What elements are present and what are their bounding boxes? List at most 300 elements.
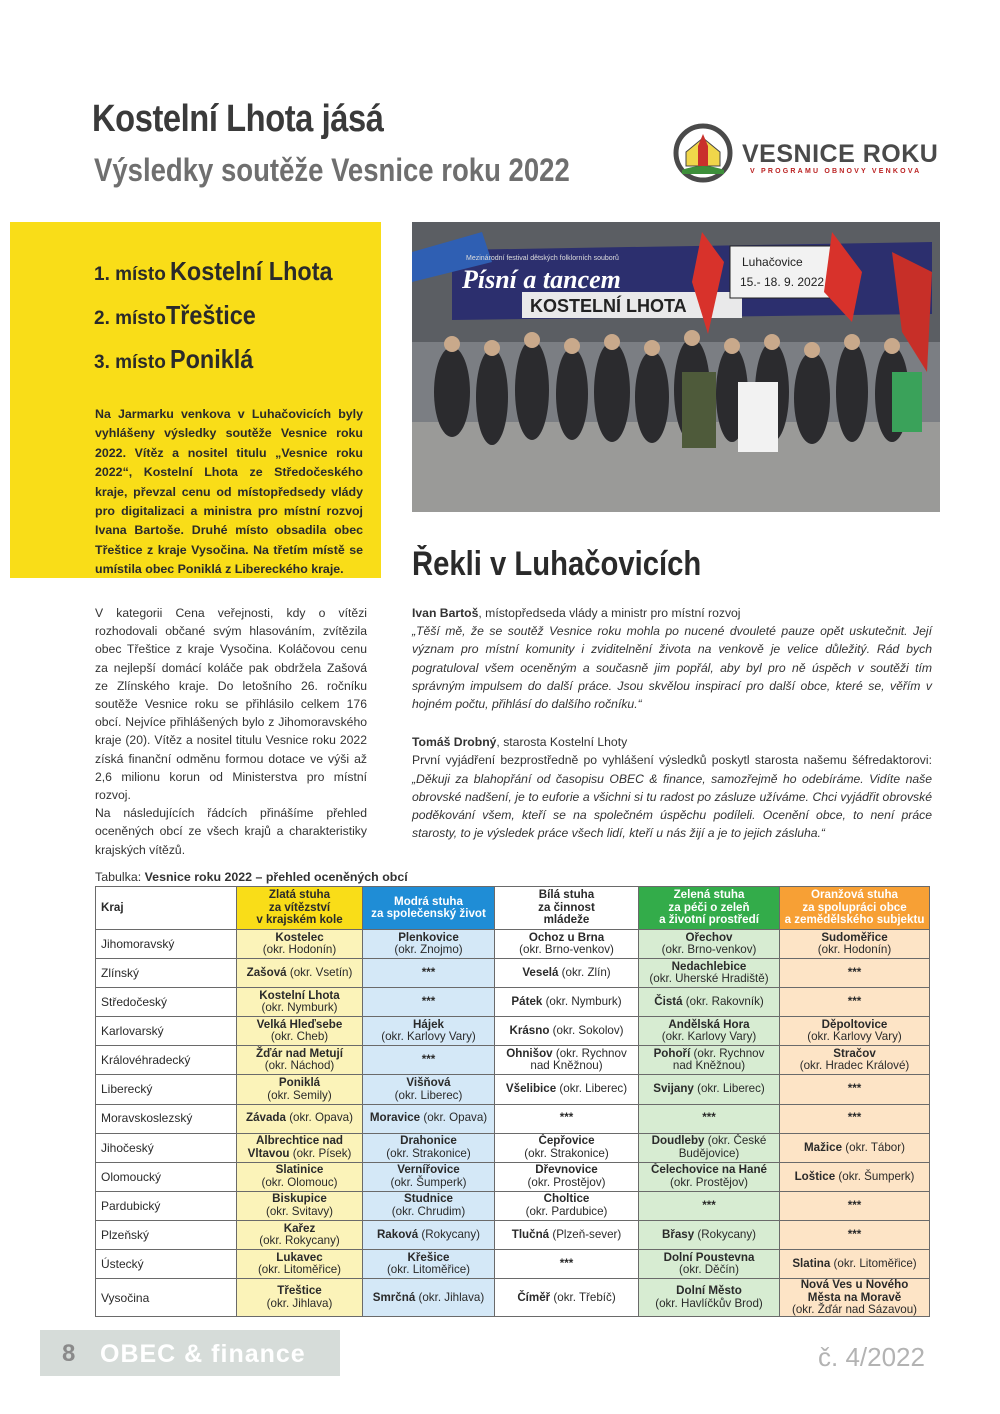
award-district: (Rokycany) [418, 1227, 481, 1241]
award-name: Číměř [517, 1290, 551, 1304]
header-line: Bílá stuha [538, 888, 595, 902]
first-place: 1. místo Kostelní Lhota [94, 256, 333, 286]
award-name: (okr. Litoměřice) [386, 1263, 471, 1277]
table-row [96, 1162, 930, 1191]
region-cell: Královéhradecký [96, 1046, 237, 1075]
award-line [782, 1258, 927, 1270]
award-cell [363, 988, 495, 1017]
speaker-2-text: První vyjádření bezprostředně po vyhlášení výsledků poskytl starosta našemu šéfredaktorovi: „Děkuji za blahopřání od časopisu OBEC & finance, samozřejmě ho odebíráme. Vidíte naše obrovské nadšení, je to euforie a všichni si tu radost po zásluze užíváme. Chci vyjádřit obrovské poděkování všem, kteří se na společném úspěchu podíleli. Ocenění obce, to není práce starosty, to je výsledek práce všech lidí, kteří u nás žijí a je to jejich zásluha.“ [412, 753, 932, 841]
award-line [497, 1060, 636, 1072]
region-cell: Středočeský [96, 988, 237, 1017]
logo-name: VESNICE ROKU [742, 140, 939, 168]
award-name: (okr. Šumperk) [390, 1175, 467, 1189]
award-name: (okr. Pardubice) [525, 1204, 608, 1218]
award-cell [780, 1250, 930, 1279]
award-name: (okr. Prostějov) [670, 1175, 748, 1189]
award-name: *** [559, 1111, 574, 1125]
award-name: Poniklá [278, 1076, 321, 1090]
award-cell [495, 1279, 639, 1317]
award-name: *** [421, 965, 436, 979]
award-district: (okr. České [704, 1134, 767, 1148]
award-name: (okr. Nymburk) [261, 1001, 338, 1015]
award-name: Vltavou [247, 1146, 290, 1160]
speaker-2: Tomáš Drobný, starosta Kostelní Lhoty [412, 735, 628, 750]
table-row [96, 1279, 930, 1317]
body-paragraph-2: Na následujících řádcích přinášíme přehled oceněných obcí ze všech krajů a charakteristiky krajských vítězů. [95, 806, 367, 857]
award-cell [495, 1220, 639, 1249]
award-line [782, 967, 927, 979]
award-cell [495, 1017, 639, 1046]
award-name: (okr. Karlovy Vary) [661, 1030, 757, 1044]
award-cell [780, 1046, 930, 1075]
award-district: (okr. Rychnov [690, 1047, 765, 1061]
table-header-3 [495, 887, 639, 930]
header-line: za vítězství [268, 900, 331, 914]
award-name: Slatina [792, 1256, 831, 1270]
award-district: (okr. Písek) [289, 1146, 352, 1160]
award-name: *** [702, 1198, 716, 1212]
award-name: (okr. Znojmo) [394, 943, 463, 957]
award-name: Doudleby [651, 1134, 705, 1148]
award-line [497, 967, 636, 979]
award-cell [237, 1133, 363, 1162]
award-cell [237, 1220, 363, 1249]
article-subtitle: Výsledky soutěže Vesnice roku 2022 [94, 152, 570, 188]
table-row [96, 1104, 930, 1133]
award-name: Města na Moravě [807, 1290, 902, 1304]
award-line [239, 944, 360, 956]
award-name: *** [421, 1053, 436, 1067]
award-name: (okr. Havlíčkův Brod) [655, 1296, 763, 1310]
award-name: Dolní Poustevna [663, 1250, 755, 1264]
award-district: (okr. Zlín) [558, 965, 611, 979]
award-name: *** [847, 1082, 862, 1096]
region-cell: Zlínský [96, 959, 237, 988]
region-cell: Jihomoravský [96, 930, 237, 959]
awards-table [95, 886, 930, 1317]
region-cell: Moravskoslezský [96, 1104, 237, 1133]
award-cell [363, 1162, 495, 1191]
header-line: a zemědělského subjektu [784, 913, 925, 927]
award-name: Děpoltovice [821, 1017, 888, 1031]
award-district: (okr. Opava) [420, 1111, 488, 1125]
region-cell: Liberecký [96, 1075, 237, 1104]
award-cell [363, 959, 495, 988]
award-line [497, 1083, 636, 1095]
award-line [365, 1031, 492, 1043]
award-name: (okr. Karlovy Vary) [381, 1030, 476, 1044]
award-name: Svijany [653, 1082, 694, 1096]
award-name: *** [421, 995, 436, 1009]
region-cell: Karlovarský [96, 1017, 237, 1046]
award-line [641, 973, 777, 985]
award-district: (okr. Třebíč) [550, 1290, 616, 1304]
table-row [96, 959, 930, 988]
award-name: (okr. Liberec) [394, 1088, 463, 1102]
award-name: Ohnišov [506, 1047, 553, 1061]
award-line [365, 1177, 492, 1189]
award-cell [780, 1075, 930, 1104]
award-name: Moravice [369, 1111, 421, 1125]
table-header-4 [639, 887, 780, 930]
award-name: (okr. Jihlava) [266, 1296, 333, 1310]
table-header-0 [96, 887, 237, 930]
award-name: Budějovice) [678, 1146, 740, 1160]
issue-number: č. 4/2022 [818, 1342, 925, 1372]
award-name: (okr. Litoměřice) [257, 1263, 342, 1277]
table-caption: Tabulka: Vesnice roku 2022 – přehled oceněných obcí [95, 870, 408, 884]
award-name: Studnice [404, 1192, 453, 1206]
award-cell [780, 1279, 930, 1317]
award-line [641, 1229, 777, 1241]
award-name: Čepřovice [538, 1134, 595, 1148]
award-line [782, 1171, 927, 1183]
award-cell [363, 1191, 495, 1220]
award-name: Pohoří [653, 1047, 691, 1061]
award-line [782, 944, 927, 956]
award-line [641, 1060, 777, 1072]
second-place: 2. místoTřeštice [94, 300, 256, 330]
award-district: (okr. Šumperk) [835, 1169, 915, 1183]
award-cell [237, 930, 363, 959]
header-line: Modrá stuha [394, 894, 463, 908]
award-cell [495, 1046, 639, 1075]
header-line: za společenský život [371, 907, 486, 920]
award-district: (okr. Nymburk) [542, 995, 622, 1009]
award-name: (okr. Hodonín) [817, 943, 892, 957]
award-cell [495, 959, 639, 988]
body-paragraph-1: V kategorii Cena veřejnosti, kdy o vítězi rozhodovali občané svým hlasováním, zvítězila obec Třeštice z kraje Vysočina. Koláčovou cenu za nejlepší domácí koláče pak obdržela Zašová ze Zlínského kraje. Do letošního 26. ročníku soutěže Vesnice roku se přihlásilo celkem 176 obcí. Nejvíce přihlášených bylo z Jihomoravského kraje (20). Vítěz a nositel titulu Vesnice roku 2022 získá finanční odměnu formou dotace ve výši až 2,6 milionu korun od Ministerstva pro místní rozvoj. [95, 606, 367, 803]
award-line [641, 1177, 777, 1189]
award-line [782, 1112, 927, 1124]
award-name: Plenkovice [398, 930, 459, 944]
award-cell [780, 930, 930, 959]
award-line [641, 1148, 777, 1160]
award-cell [363, 930, 495, 959]
header-line: mládeže [543, 913, 590, 927]
award-name: Kostelec [275, 930, 324, 944]
award-district: (okr. Rakovník) [682, 995, 764, 1009]
award-cell [363, 1250, 495, 1279]
award-line [641, 1112, 777, 1124]
award-line [239, 967, 360, 979]
quotes-heading: Řekli v Luhačovicích [412, 545, 702, 583]
award-name: Raková [376, 1227, 419, 1241]
award-district: (Rokycany) [694, 1227, 757, 1241]
award-cell [237, 988, 363, 1017]
table-row [96, 1250, 930, 1279]
award-cell [780, 1162, 930, 1191]
quotes-section [412, 604, 932, 842]
award-cell [495, 1250, 639, 1279]
award-line [239, 1060, 360, 1072]
award-name: Dřevnovice [535, 1163, 598, 1177]
award-name: (okr. Karlovy Vary) [807, 1030, 902, 1044]
award-name: *** [847, 965, 862, 979]
region-cell: Plzeňský [96, 1220, 237, 1249]
region-cell: Vysočina [96, 1279, 237, 1317]
award-district: (okr. Opava) [285, 1111, 353, 1125]
award-name: Albrechtice nad [256, 1134, 343, 1148]
header-line: Zelená stuha [673, 888, 745, 902]
award-name: Nedachlebice [671, 959, 747, 973]
banner-top-text: Mezinárodní festival dětských folklorních souborů [466, 255, 619, 262]
award-name: Krásno [509, 1024, 550, 1038]
table-row [96, 1191, 930, 1220]
board-line1-text: Luhačovice [742, 255, 803, 269]
award-name: Zašová [246, 965, 287, 979]
award-name: Pátek [511, 995, 543, 1009]
award-name: (okr. Brno-venkov) [661, 943, 757, 957]
award-line [641, 1264, 777, 1276]
award-name: Žďár nad Metují [256, 1047, 343, 1061]
region-cell: Jihočeský [96, 1133, 237, 1162]
award-line [497, 1206, 636, 1218]
award-line [365, 1148, 492, 1160]
award-name: (okr. Děčín) [679, 1263, 739, 1277]
ceremony-photo-illustration [412, 222, 940, 512]
logo-tagline: V PROGRAMU OBNOVY VENKOVA [750, 168, 922, 175]
award-district: (okr. Liberec) [693, 1082, 765, 1096]
award-name: Hájek [413, 1017, 444, 1031]
award-cell [495, 1133, 639, 1162]
award-district: (okr. Tábor) [842, 1140, 905, 1154]
award-district: (okr. Liberec) [556, 1082, 628, 1096]
award-line [497, 996, 636, 1008]
award-cell [237, 1191, 363, 1220]
award-line [365, 1112, 492, 1124]
award-name: Višňová [406, 1076, 451, 1090]
award-line [239, 1298, 360, 1310]
award-district: (Plzeň-sever) [549, 1227, 622, 1241]
award-cell [780, 1017, 930, 1046]
award-line [365, 1054, 492, 1066]
award-cell [495, 930, 639, 959]
award-line [782, 1060, 927, 1072]
award-name: (okr. Uherské Hradiště) [649, 972, 769, 986]
award-cell [495, 988, 639, 1017]
award-line [365, 1229, 492, 1241]
footer-bar [40, 1330, 340, 1376]
vesnice-roku-logo [670, 118, 950, 188]
article-body [95, 604, 367, 859]
award-name: Biskupice [272, 1192, 327, 1206]
award-line [782, 1200, 927, 1212]
award-district: (okr. Rychnov [552, 1047, 627, 1061]
award-cell [363, 1104, 495, 1133]
third-place: 3. místo Poniklá [94, 344, 254, 374]
award-cell [639, 1279, 780, 1317]
award-name: Loštice [794, 1169, 836, 1183]
award-name: Ořechov [685, 930, 733, 944]
award-line [239, 1090, 360, 1102]
award-line [782, 996, 927, 1008]
table-row [96, 1046, 930, 1075]
award-name: (okr. Rokycany) [259, 1233, 340, 1247]
award-line [365, 1206, 492, 1218]
speaker-1-quote: „Těší mě, že se soutěž Vesnice roku mohla po nucené dvouleté pauze opět uskutečnit. Její význam pro místní komunity i zviditelnění života na venkově je velice důležitý. Rád bych pogratuloval všem oceněným a současně jim popřál, aby byl pro ně úspěch v soutěži tím správným impulsem do další práce. Jsou skvělou inspirací pro další obce, které se, věřím v hojném počtu, přihlásí do dalšího ročníku.“ [412, 624, 932, 712]
award-line [641, 1200, 777, 1212]
banner-sign-text: KOSTELNÍ LHOTA [530, 296, 687, 316]
award-cell [639, 1017, 780, 1046]
table-row [96, 1133, 930, 1162]
award-line [641, 1031, 777, 1043]
award-line [239, 1177, 360, 1189]
village-logo-icon [672, 122, 734, 184]
award-name: Choltice [543, 1192, 590, 1206]
award-name: *** [847, 1198, 862, 1212]
award-district: (okr. Litoměřice) [830, 1256, 917, 1270]
award-name: Dolní Město [676, 1284, 742, 1298]
award-name: (okr. Svitavy) [266, 1204, 333, 1218]
award-name: (okr. Prostějov) [527, 1175, 606, 1189]
award-cell [363, 1017, 495, 1046]
award-name: Andělská Hora [668, 1017, 750, 1031]
award-name: *** [847, 1227, 862, 1241]
table-header-1 [237, 887, 363, 930]
award-district: (okr. Sokolov) [549, 1024, 624, 1038]
award-name: Břasy [661, 1227, 695, 1241]
region-cell: Ústecký [96, 1250, 237, 1279]
award-name: Kařez [283, 1221, 316, 1235]
award-name: Čistá [654, 995, 683, 1009]
award-line [641, 1298, 777, 1310]
award-line [497, 1025, 636, 1037]
award-name: Kostelní Lhota [259, 988, 340, 1002]
award-cell [780, 1133, 930, 1162]
award-name: (okr. Cheb) [270, 1030, 329, 1044]
award-line [782, 1031, 927, 1043]
award-name: Lukavec [276, 1250, 323, 1264]
award-line [365, 996, 492, 1008]
award-cell [363, 1279, 495, 1317]
award-cell [639, 930, 780, 959]
table-row [96, 988, 930, 1017]
table-header-row [96, 887, 930, 930]
award-line [782, 1142, 927, 1154]
header-line: za péči o zeleň [668, 900, 750, 914]
award-name: (okr. Strakonice) [386, 1146, 471, 1160]
award-name: Velká Hleďsebe [256, 1017, 343, 1031]
award-line [239, 1148, 360, 1160]
award-line [497, 1148, 636, 1160]
award-name: Drahonice [400, 1134, 457, 1148]
award-name: nad Kněžnou) [672, 1059, 746, 1073]
intro-paragraph: Na Jarmarku venkova v Luhačovicích byly vyhlášeny výsledky soutěže Vesnice roku 2022. Vítěz a nositel titulu „Vesnice roku 2022“, Kostelní Lhota ze Středočeského kraje, převzal cenu od místopředsedy vlády pro digitalizaci a ministra pro místní rozvoj Ivana Bartoše. Druhé místo obsadila obec Třeštice z kraje Vysočina. Na třetím místě se umístila obec Poniklá z Libereckého kraje. [95, 407, 363, 577]
region-cell: Pardubický [96, 1191, 237, 1220]
table-row [96, 1075, 930, 1104]
award-cell [639, 1075, 780, 1104]
award-line [365, 1292, 492, 1304]
award-name: (okr. Hradec Králové) [799, 1059, 910, 1073]
header-line: Oranžová stuha [811, 888, 898, 902]
award-cell [237, 1075, 363, 1104]
award-line [239, 1235, 360, 1247]
header-line: Zlatá stuha [268, 888, 331, 902]
award-line [365, 944, 492, 956]
header-line: za činnost [538, 900, 595, 914]
award-cell [363, 1220, 495, 1249]
award-line [239, 1031, 360, 1043]
header-line: za spolupráci obce [802, 900, 907, 914]
award-name: (okr. Žďár nad Sázavou) [791, 1302, 918, 1316]
award-line [497, 1229, 636, 1241]
award-cell [780, 1191, 930, 1220]
award-name: Všelibice [505, 1082, 557, 1096]
award-cell [639, 1133, 780, 1162]
award-name: *** [559, 1256, 574, 1270]
board-line2-text: 15.- 18. 9. 2022 [740, 275, 825, 289]
award-name: (okr. Semily) [267, 1088, 332, 1102]
award-cell [639, 959, 780, 988]
award-line [641, 944, 777, 956]
award-cell [237, 1017, 363, 1046]
award-name: *** [847, 1111, 862, 1125]
award-line [497, 1292, 636, 1304]
award-cell [639, 1104, 780, 1133]
award-name: Závada [246, 1111, 286, 1125]
award-line [365, 1264, 492, 1276]
award-cell [639, 1162, 780, 1191]
award-name: Křešice [407, 1250, 450, 1264]
award-cell [237, 959, 363, 988]
award-line [497, 1112, 636, 1124]
award-name: Ochoz u Brna [528, 930, 605, 944]
award-line [497, 1177, 636, 1189]
ceremony-photo [412, 222, 940, 512]
award-cell [639, 1220, 780, 1249]
page-number: 8 [62, 1340, 76, 1367]
award-name: nad Kněžnou) [530, 1059, 603, 1073]
award-cell [639, 988, 780, 1017]
region-cell: Olomoucký [96, 1162, 237, 1191]
award-cell [639, 1191, 780, 1220]
table-header-2 [363, 887, 495, 930]
award-cell [780, 1220, 930, 1249]
award-name: Veselá [522, 965, 559, 979]
award-name: Vernířovice [397, 1163, 460, 1177]
award-line [239, 1206, 360, 1218]
award-cell [237, 1279, 363, 1317]
award-name: (okr. Strakonice) [524, 1146, 609, 1160]
table-row [96, 930, 930, 959]
table-header-5 [780, 887, 930, 930]
award-line [239, 1264, 360, 1276]
award-cell [237, 1162, 363, 1191]
award-line [782, 1304, 927, 1316]
article-title: Kostelní Lhota jásá [92, 98, 384, 140]
award-cell [495, 1104, 639, 1133]
award-cell [237, 1250, 363, 1279]
award-line [641, 996, 777, 1008]
award-name: (okr. Náchod) [264, 1059, 335, 1073]
award-cell [780, 1104, 930, 1133]
award-name: (okr. Olomouc) [261, 1175, 338, 1189]
award-cell [237, 1046, 363, 1075]
award-name: Tlučná [511, 1227, 550, 1241]
header-line: a životní prostředí [659, 913, 759, 927]
table-row [96, 1220, 930, 1249]
award-cell [495, 1075, 639, 1104]
award-line [497, 1258, 636, 1270]
award-cell [495, 1191, 639, 1220]
award-name: Čelechovice na Hané [651, 1163, 767, 1177]
award-line [365, 1090, 492, 1102]
award-line [782, 1229, 927, 1241]
award-name: Mažice [804, 1140, 843, 1154]
award-line [782, 1083, 927, 1095]
table-body [96, 930, 930, 1317]
